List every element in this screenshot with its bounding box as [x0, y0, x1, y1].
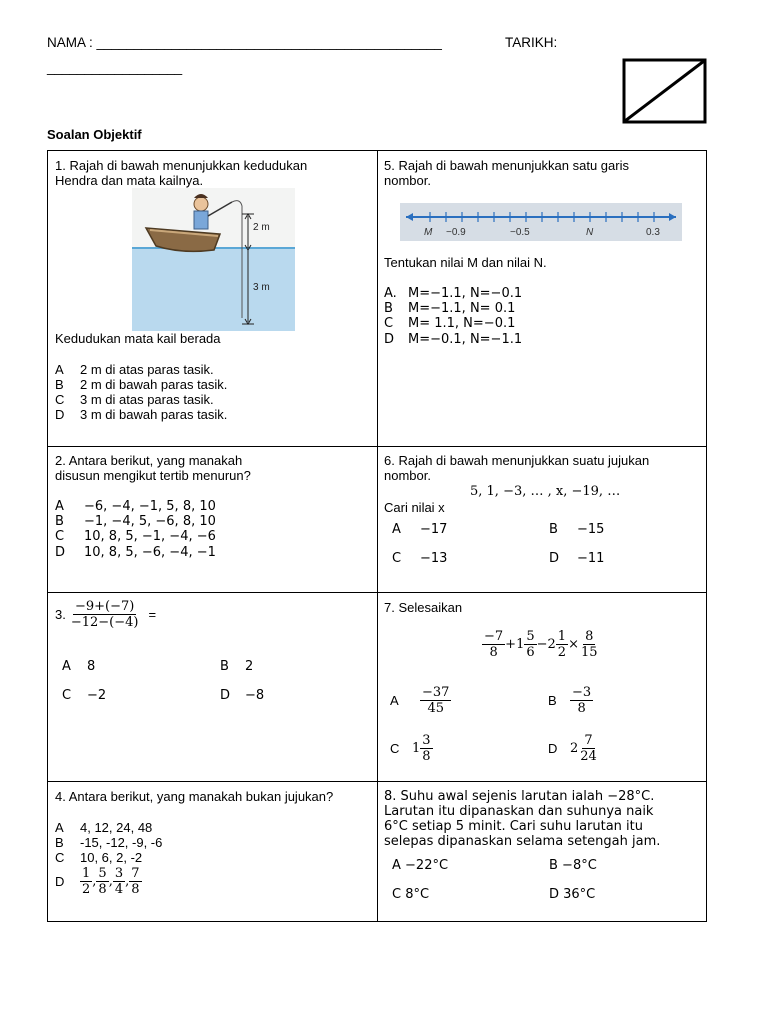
- q8-option-a: A −22°C: [392, 858, 449, 873]
- q3-option-a: [62, 659, 96, 674]
- option-text: 4, 12, 24, 48: [80, 820, 153, 835]
- q2-option-c: [55, 529, 216, 544]
- denominator: 2: [82, 882, 91, 897]
- numerator: −37: [422, 685, 450, 700]
- q6-option-a: [392, 522, 448, 537]
- option-letter: A: [55, 820, 64, 835]
- option-text: 2 m di atas paras tasik.: [80, 362, 214, 377]
- option-letter: B: [549, 522, 558, 537]
- q5-stem-line-2: nombor.: [384, 173, 431, 188]
- numerator: 5: [98, 866, 107, 881]
- q6-option-b: [549, 522, 605, 537]
- nl-label-n: N: [586, 227, 594, 238]
- question-7-cell: [378, 593, 707, 782]
- option-letter: B: [55, 377, 64, 392]
- date-field-line: __________________: [47, 60, 183, 75]
- comma: ,: [92, 874, 97, 889]
- option-letter: A: [55, 362, 64, 377]
- option-text: 10, 8, 5, −6, −4, −1: [84, 545, 216, 560]
- option-text: 2: [245, 659, 254, 674]
- question-1-cell: [48, 151, 378, 447]
- name-field-label: NAMA : ______________________________________________: [47, 35, 442, 50]
- option-letter: D: [220, 688, 231, 703]
- question-5-cell: [378, 151, 707, 447]
- q7-minus-whole: −2: [536, 637, 556, 652]
- denominator: 15: [580, 645, 598, 660]
- q3-option-d: [220, 688, 265, 703]
- option-letter: C: [392, 551, 402, 566]
- option-letter: C: [390, 741, 400, 756]
- q4-option-c: [55, 850, 143, 865]
- q7-frac-1: [482, 629, 505, 660]
- fig-label-2m: 2 m: [253, 222, 270, 233]
- denominator: 8: [489, 645, 498, 660]
- option-letter: B: [55, 514, 64, 529]
- q7-stem: 7. Selesaikan: [384, 600, 463, 615]
- option-text: 3 m di atas paras tasik.: [80, 392, 214, 407]
- q8-option-d: D 36°C: [549, 887, 596, 902]
- numerator: 8: [585, 629, 594, 644]
- question-8-cell: [378, 782, 707, 922]
- q4-frac-1: [80, 866, 92, 897]
- q2-option-a: [55, 499, 216, 514]
- option-letter: B: [384, 301, 393, 316]
- q3-number: 3.: [55, 607, 66, 622]
- nl-label-m: M: [424, 227, 433, 238]
- denominator: 8: [131, 882, 140, 897]
- numerator: 3: [422, 733, 431, 748]
- q7-plus-whole: +1: [505, 637, 525, 652]
- q6-option-c: [392, 551, 448, 566]
- q6-stem-line-2: nombor.: [384, 468, 431, 483]
- denominator: 8: [422, 749, 431, 764]
- q7-option-c: [390, 733, 433, 764]
- option-text: 8: [87, 659, 96, 674]
- q4-frac-4: [129, 866, 141, 897]
- numerator: 5: [526, 629, 535, 644]
- denominator: 4: [114, 882, 124, 897]
- question-2-cell: [48, 447, 378, 593]
- option-letter: C: [62, 688, 72, 703]
- option-letter: A: [62, 659, 71, 674]
- option-text: 10, 8, 5, −1, −4, −6: [84, 529, 216, 544]
- q1-option-b: [55, 377, 228, 392]
- option-text: M=−0.1, N=−1.1: [408, 332, 523, 347]
- option-letter: C: [55, 529, 65, 544]
- option-fraction: [420, 685, 451, 716]
- q2-option-b: [55, 514, 216, 529]
- q7-option-d: [548, 733, 599, 764]
- q5-option-b: [384, 301, 516, 316]
- denominator: 8: [98, 882, 107, 897]
- q1-stem-line-2: Hendra dan mata kailnya.: [55, 173, 204, 188]
- q3-expression: [55, 599, 156, 630]
- option-letter: D: [55, 407, 65, 422]
- numerator: 1: [82, 866, 91, 881]
- fishing-boat-figure: [132, 188, 295, 331]
- option-letter: D: [55, 545, 66, 560]
- q1-option-c: [55, 392, 214, 407]
- q3-fraction: [69, 599, 141, 630]
- numerator: −3: [572, 685, 592, 700]
- option-text: −13: [420, 551, 448, 566]
- q7-frac-3: [556, 629, 568, 660]
- whole-part: 1: [412, 741, 421, 756]
- q3-option-c: [62, 688, 107, 703]
- q7-times: ×: [568, 637, 579, 652]
- q3-numerator: −9+(−7): [74, 599, 135, 614]
- option-text: M=−1.1, N= 0.1: [408, 301, 516, 316]
- option-text: -15, -12, -9, -6: [80, 835, 163, 850]
- q5-option-a: [384, 286, 523, 301]
- q2-option-d: [55, 545, 216, 560]
- q3-option-b: [220, 659, 254, 674]
- option-text: −1, −4, 5, −6, 8, 10: [84, 514, 216, 529]
- q8-option-c: C 8°C: [392, 887, 430, 902]
- option-letter: B: [548, 693, 557, 708]
- q4-frac-2: [96, 866, 108, 897]
- q1-question: Kedudukan mata kail berada: [55, 331, 221, 346]
- nl-label-neg0.5: −0.5: [510, 227, 530, 238]
- q3-denominator: −12−(−4): [70, 615, 139, 630]
- option-fraction: [578, 733, 599, 764]
- option-letter: C: [55, 850, 65, 865]
- q5-option-d: [384, 332, 523, 347]
- option-text: −8: [245, 688, 265, 703]
- nl-label-0.3: 0.3: [646, 227, 660, 238]
- option-text: M= 1.1, N=−0.1: [408, 316, 516, 331]
- q7-expression: [482, 629, 600, 660]
- q7-frac-2: [524, 629, 536, 660]
- q7-option-a: [390, 685, 451, 716]
- option-letter: D: [384, 332, 395, 347]
- option-text: 3 m di bawah paras tasik.: [80, 407, 228, 422]
- q6-question: Cari nilai x: [384, 500, 445, 515]
- q5-stem-line-1: 5. Rajah di bawah menunjukkan satu garis: [384, 158, 629, 173]
- whole-part: 2: [570, 741, 579, 756]
- q2-stem-line-2: disusun mengikut tertib menurun?: [55, 468, 251, 483]
- denominator: 24: [580, 749, 597, 764]
- q7-frac-4: [579, 629, 600, 660]
- q8-stem-line-2: Larutan itu dipanaskan dan suhunya naik: [384, 804, 654, 819]
- question-3-cell: [48, 593, 378, 782]
- option-text: −6, −4, −1, 5, 8, 10: [84, 499, 216, 514]
- q4-stem: 4. Antara berikut, yang manakah bukan jujukan?: [55, 789, 334, 804]
- denominator: 6: [526, 645, 535, 660]
- option-letter: A: [392, 522, 401, 537]
- q6-stem-line-1: 6. Rajah di bawah menunjukkan suatu jujukan: [384, 453, 650, 468]
- nl-label-neg0.9: −0.9: [446, 227, 466, 238]
- question-4-cell: [48, 782, 378, 922]
- q2-stem-line-1: 2. Antara berikut, yang manakah: [55, 453, 243, 468]
- q3-equals: =: [148, 607, 157, 622]
- numerator: 7: [131, 866, 140, 881]
- numerator: 1: [557, 629, 567, 644]
- option-letter: C: [384, 316, 394, 331]
- option-letter: D: [549, 551, 560, 566]
- option-letter: B: [220, 659, 229, 674]
- denominator: 2: [557, 645, 567, 660]
- option-letter: A: [55, 499, 64, 514]
- option-letter: A: [390, 693, 399, 708]
- q8-stem-line-3: 6°C setiap 5 minit. Cari suhu larutan itu: [384, 819, 644, 834]
- q4-option-d: [55, 866, 142, 897]
- q4-frac-3: [113, 866, 125, 897]
- number-line-figure: [400, 203, 682, 241]
- option-text: −15: [577, 522, 605, 537]
- section-title: Soalan Objektif: [47, 127, 142, 142]
- q6-sequence: 5, 1, −3, … , x, −19, …: [470, 484, 621, 499]
- option-letter: D: [548, 741, 558, 756]
- q6-option-d: [549, 551, 605, 566]
- q4-option-b: [55, 835, 163, 850]
- denominator: 8: [577, 701, 586, 716]
- q1-stem-line-1: 1. Rajah di bawah menunjukkan kedudukan: [55, 158, 308, 173]
- q7-option-b: [548, 685, 593, 716]
- comma: ,: [125, 874, 130, 889]
- q5-question: Tentukan nilai M dan nilai N.: [384, 255, 547, 270]
- denominator: 45: [427, 701, 444, 716]
- numerator: 7: [584, 733, 593, 748]
- comma: ,: [108, 874, 113, 889]
- option-fraction: [420, 733, 432, 764]
- option-text: −11: [577, 551, 605, 566]
- option-text: −17: [420, 522, 448, 537]
- numerator: 3: [114, 866, 124, 881]
- option-text: M=−1.1, N=−0.1: [408, 286, 523, 301]
- question-6-cell: [378, 447, 707, 593]
- q1-option-a: [55, 362, 214, 377]
- option-letter: C: [55, 392, 65, 407]
- question-grid: [47, 150, 707, 922]
- q4-option-a: [55, 820, 153, 835]
- q8-stem-line-1: 8. Suhu awal sejenis larutan ialah −28°C.: [384, 789, 655, 804]
- option-text: −2: [87, 688, 107, 703]
- q8-option-b: B −8°C: [549, 858, 597, 873]
- option-text: 10, 6, 2, -2: [80, 850, 143, 865]
- option-text: 2 m di bawah paras tasik.: [80, 377, 228, 392]
- option-letter: A.: [384, 286, 397, 301]
- date-field-label: TARIKH:: [505, 35, 558, 50]
- fig-label-3m: 3 m: [253, 282, 270, 293]
- numerator: −7: [484, 629, 504, 644]
- q1-option-d: [55, 407, 228, 422]
- q5-option-c: [384, 316, 516, 331]
- score-box: [622, 58, 707, 124]
- q8-stem-line-4: selepas dipanaskan selama setengah jam.: [384, 834, 661, 849]
- option-letter: D: [55, 874, 65, 889]
- option-letter: B: [55, 835, 64, 850]
- option-fraction: [570, 685, 593, 716]
